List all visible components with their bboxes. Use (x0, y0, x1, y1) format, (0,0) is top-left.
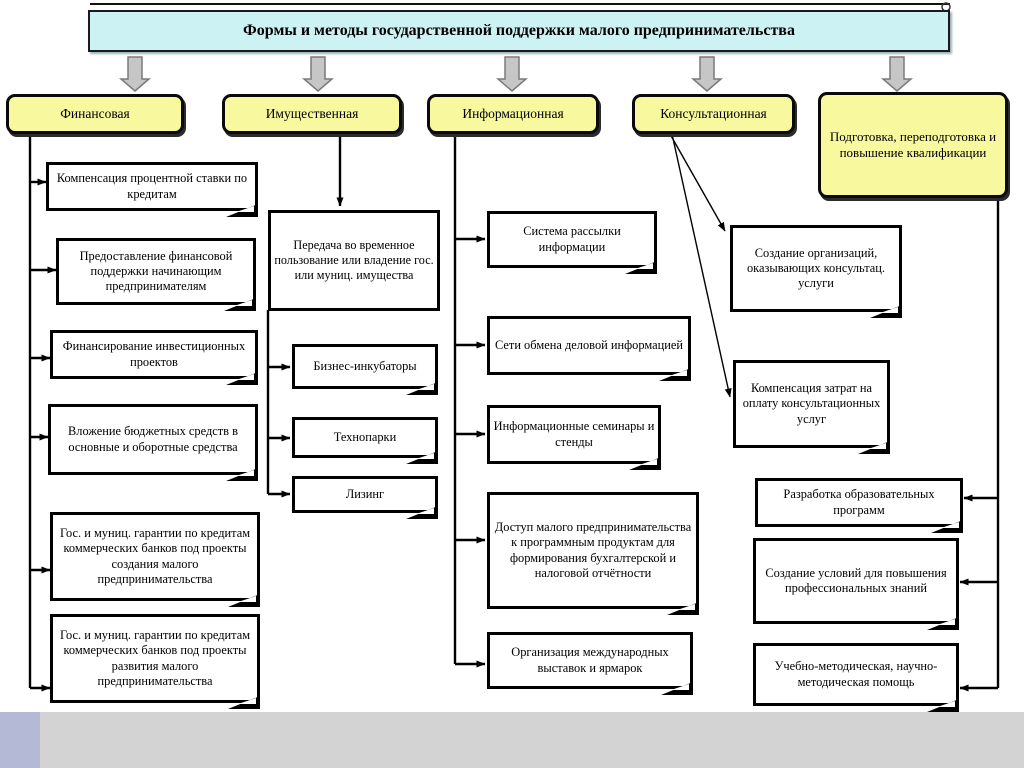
category-consulting: Консультационная (632, 94, 795, 134)
category-information: Информационная (427, 94, 599, 134)
item-box: Создание организаций, оказывающих консультац. услуги (730, 225, 902, 312)
item-box: Технопарки (292, 417, 438, 458)
footer-corner-block (0, 712, 40, 768)
item-box: Компенсация процентной ставки по кредитам (46, 162, 258, 211)
down-arrow-icon (693, 57, 721, 91)
item-box: Разработка образовательных программ (755, 478, 963, 527)
item-box: Учебно-методическая, научно-методическая помощь (753, 643, 959, 706)
item-box: Вложение бюджетных средств в основные и оборотные средства (48, 404, 258, 475)
item-box: Компенсация затрат на оплату консультационных услуг (733, 360, 890, 448)
down-arrow-icon (883, 57, 911, 91)
down-arrow-icon (498, 57, 526, 91)
item-box: Организация международных выставок и ярмарок (487, 632, 693, 689)
category-property: Имущественная (222, 94, 402, 134)
item-box: Передача во временное пользование или владение гос. или муниц. имущества (268, 210, 440, 311)
item-box: Сети обмена деловой информацией (487, 316, 691, 375)
diagram-title: Формы и методы государственной поддержки малого предпринимательства (88, 10, 950, 52)
down-arrow-icon (121, 57, 149, 91)
item-box: Информационные семинары и стенды (487, 405, 661, 464)
item-box: Финансирование инвестиционных проектов (50, 330, 258, 379)
item-box: Гос. и муниц. гарантии по кредитам коммерческих банков под проекты развития малого предпринимательства (50, 614, 260, 703)
category-training: Подготовка, переподготовка и повышение квалификации (818, 92, 1008, 198)
item-box: Лизинг (292, 476, 438, 513)
footer-band (0, 712, 1024, 768)
item-box: Бизнес-инкубаторы (292, 344, 438, 389)
category-financial: Финансовая (6, 94, 184, 134)
item-box: Предоставление финансовой поддержки начинающим предпринимателям (56, 238, 256, 305)
item-box: Гос. и муниц. гарантии по кредитам коммерческих банков под проекты создания малого предпринимательства (50, 512, 260, 601)
item-box: Создание условий для повышения профессиональных знаний (753, 538, 959, 624)
item-box: Доступ малого предпринимательства к программным продуктам для формирования бухгалтерской и налоговой отчётности (487, 492, 699, 609)
item-box: Система рассылки информации (487, 211, 657, 268)
down-arrow-icon (304, 57, 332, 91)
